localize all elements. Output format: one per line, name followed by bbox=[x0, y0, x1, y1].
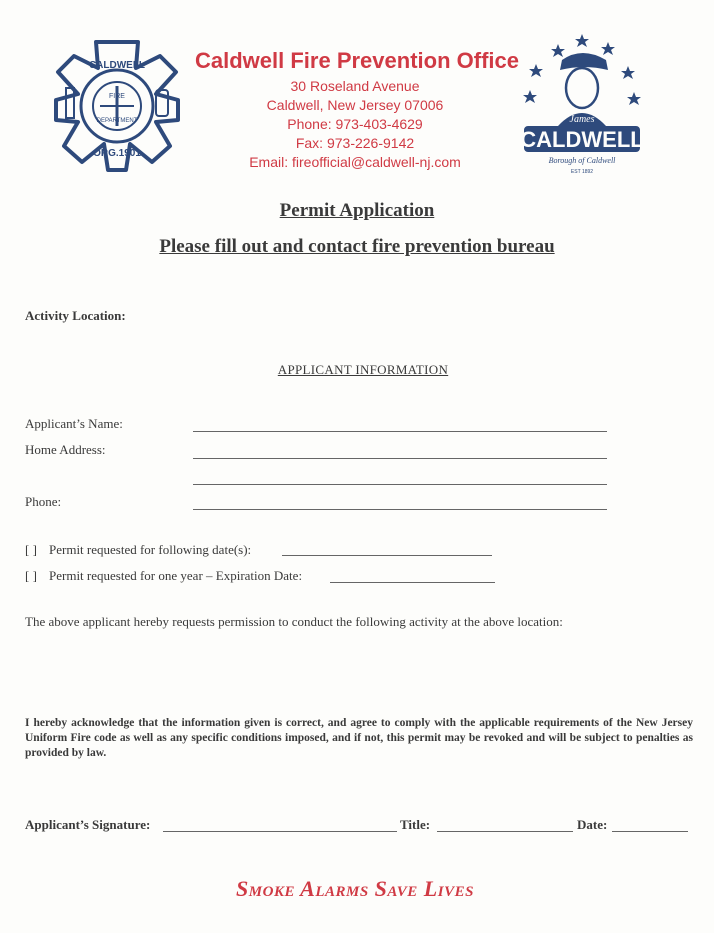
option-dates-label: Permit requested for following date(s): bbox=[49, 542, 252, 557]
address-line-2: Caldwell, New Jersey 07006 bbox=[266, 97, 444, 113]
phone-label: Phone: bbox=[25, 494, 62, 509]
email-address: Email: fireofficial@caldwell-nj.com bbox=[249, 154, 461, 170]
logo-center-bottom-text: DEPARTMENT bbox=[96, 118, 138, 124]
form-subtitle: Please fill out and contact fire prevention bureau bbox=[159, 236, 555, 257]
applicant-information-heading: APPLICANT INFORMATION bbox=[277, 362, 449, 377]
logo-center-top-text: FIRE bbox=[109, 93, 125, 100]
option-dates-checkbox[interactable]: [ ] bbox=[25, 542, 37, 557]
home-address-field-line-2[interactable] bbox=[193, 484, 607, 485]
acknowledgement-text: I hereby acknowledge that the information given is correct, and agree to comply with the applicable requirements of the New Jersey Uniform Fire code as well as any specific conditions imposed, and if not, this permit may be revoked and will be subject to penalties as provided by law. bbox=[25, 717, 693, 759]
title-label: Title: bbox=[400, 817, 431, 832]
requested-dates-field[interactable] bbox=[282, 555, 492, 556]
applicant-name-field[interactable] bbox=[193, 431, 607, 432]
address-line-1: 30 Roseland Avenue bbox=[290, 78, 420, 94]
office-name: Caldwell Fire Prevention Office bbox=[195, 48, 519, 73]
logo-subtitle: Borough of Caldwell bbox=[548, 156, 616, 165]
option-one-year-label: Permit requested for one year – Expiration Date: bbox=[49, 568, 303, 583]
request-statement: The above applicant hereby requests permission to conduct the following activity at the above location: bbox=[25, 614, 563, 629]
date-label: Date: bbox=[577, 817, 608, 832]
home-address-field-line-1[interactable] bbox=[193, 458, 607, 459]
logo-top-text: CALDWELL bbox=[88, 60, 146, 71]
smoke-alarms-slogan: Smoke Alarms Save Lives bbox=[236, 876, 474, 901]
signature-field[interactable] bbox=[163, 831, 397, 832]
expiration-date-field[interactable] bbox=[330, 582, 495, 583]
fax-number: Fax: 973-226-9142 bbox=[295, 135, 415, 151]
logo-est: EST 1892 bbox=[570, 169, 594, 175]
stars-icon bbox=[523, 34, 641, 105]
signature-label: Applicant’s Signature: bbox=[25, 817, 151, 832]
fire-department-logo bbox=[52, 38, 182, 173]
activity-location-label: Activity Location: bbox=[25, 308, 126, 323]
form-title: Permit Application bbox=[279, 200, 435, 221]
phone-number: Phone: 973-403-4629 bbox=[287, 116, 423, 132]
applicant-name-label: Applicant’s Name: bbox=[25, 416, 123, 431]
option-one-year-checkbox[interactable]: [ ] bbox=[25, 568, 37, 583]
logo-bottom-text: ORG.1901 bbox=[93, 148, 141, 159]
borough-logo bbox=[518, 30, 646, 178]
phone-field[interactable] bbox=[193, 509, 607, 510]
title-field[interactable] bbox=[437, 831, 573, 832]
date-field[interactable] bbox=[612, 831, 688, 832]
home-address-label: Home Address: bbox=[25, 442, 106, 457]
logo-script-name: James bbox=[569, 114, 595, 125]
logo-name: CALDWELL bbox=[520, 127, 644, 152]
